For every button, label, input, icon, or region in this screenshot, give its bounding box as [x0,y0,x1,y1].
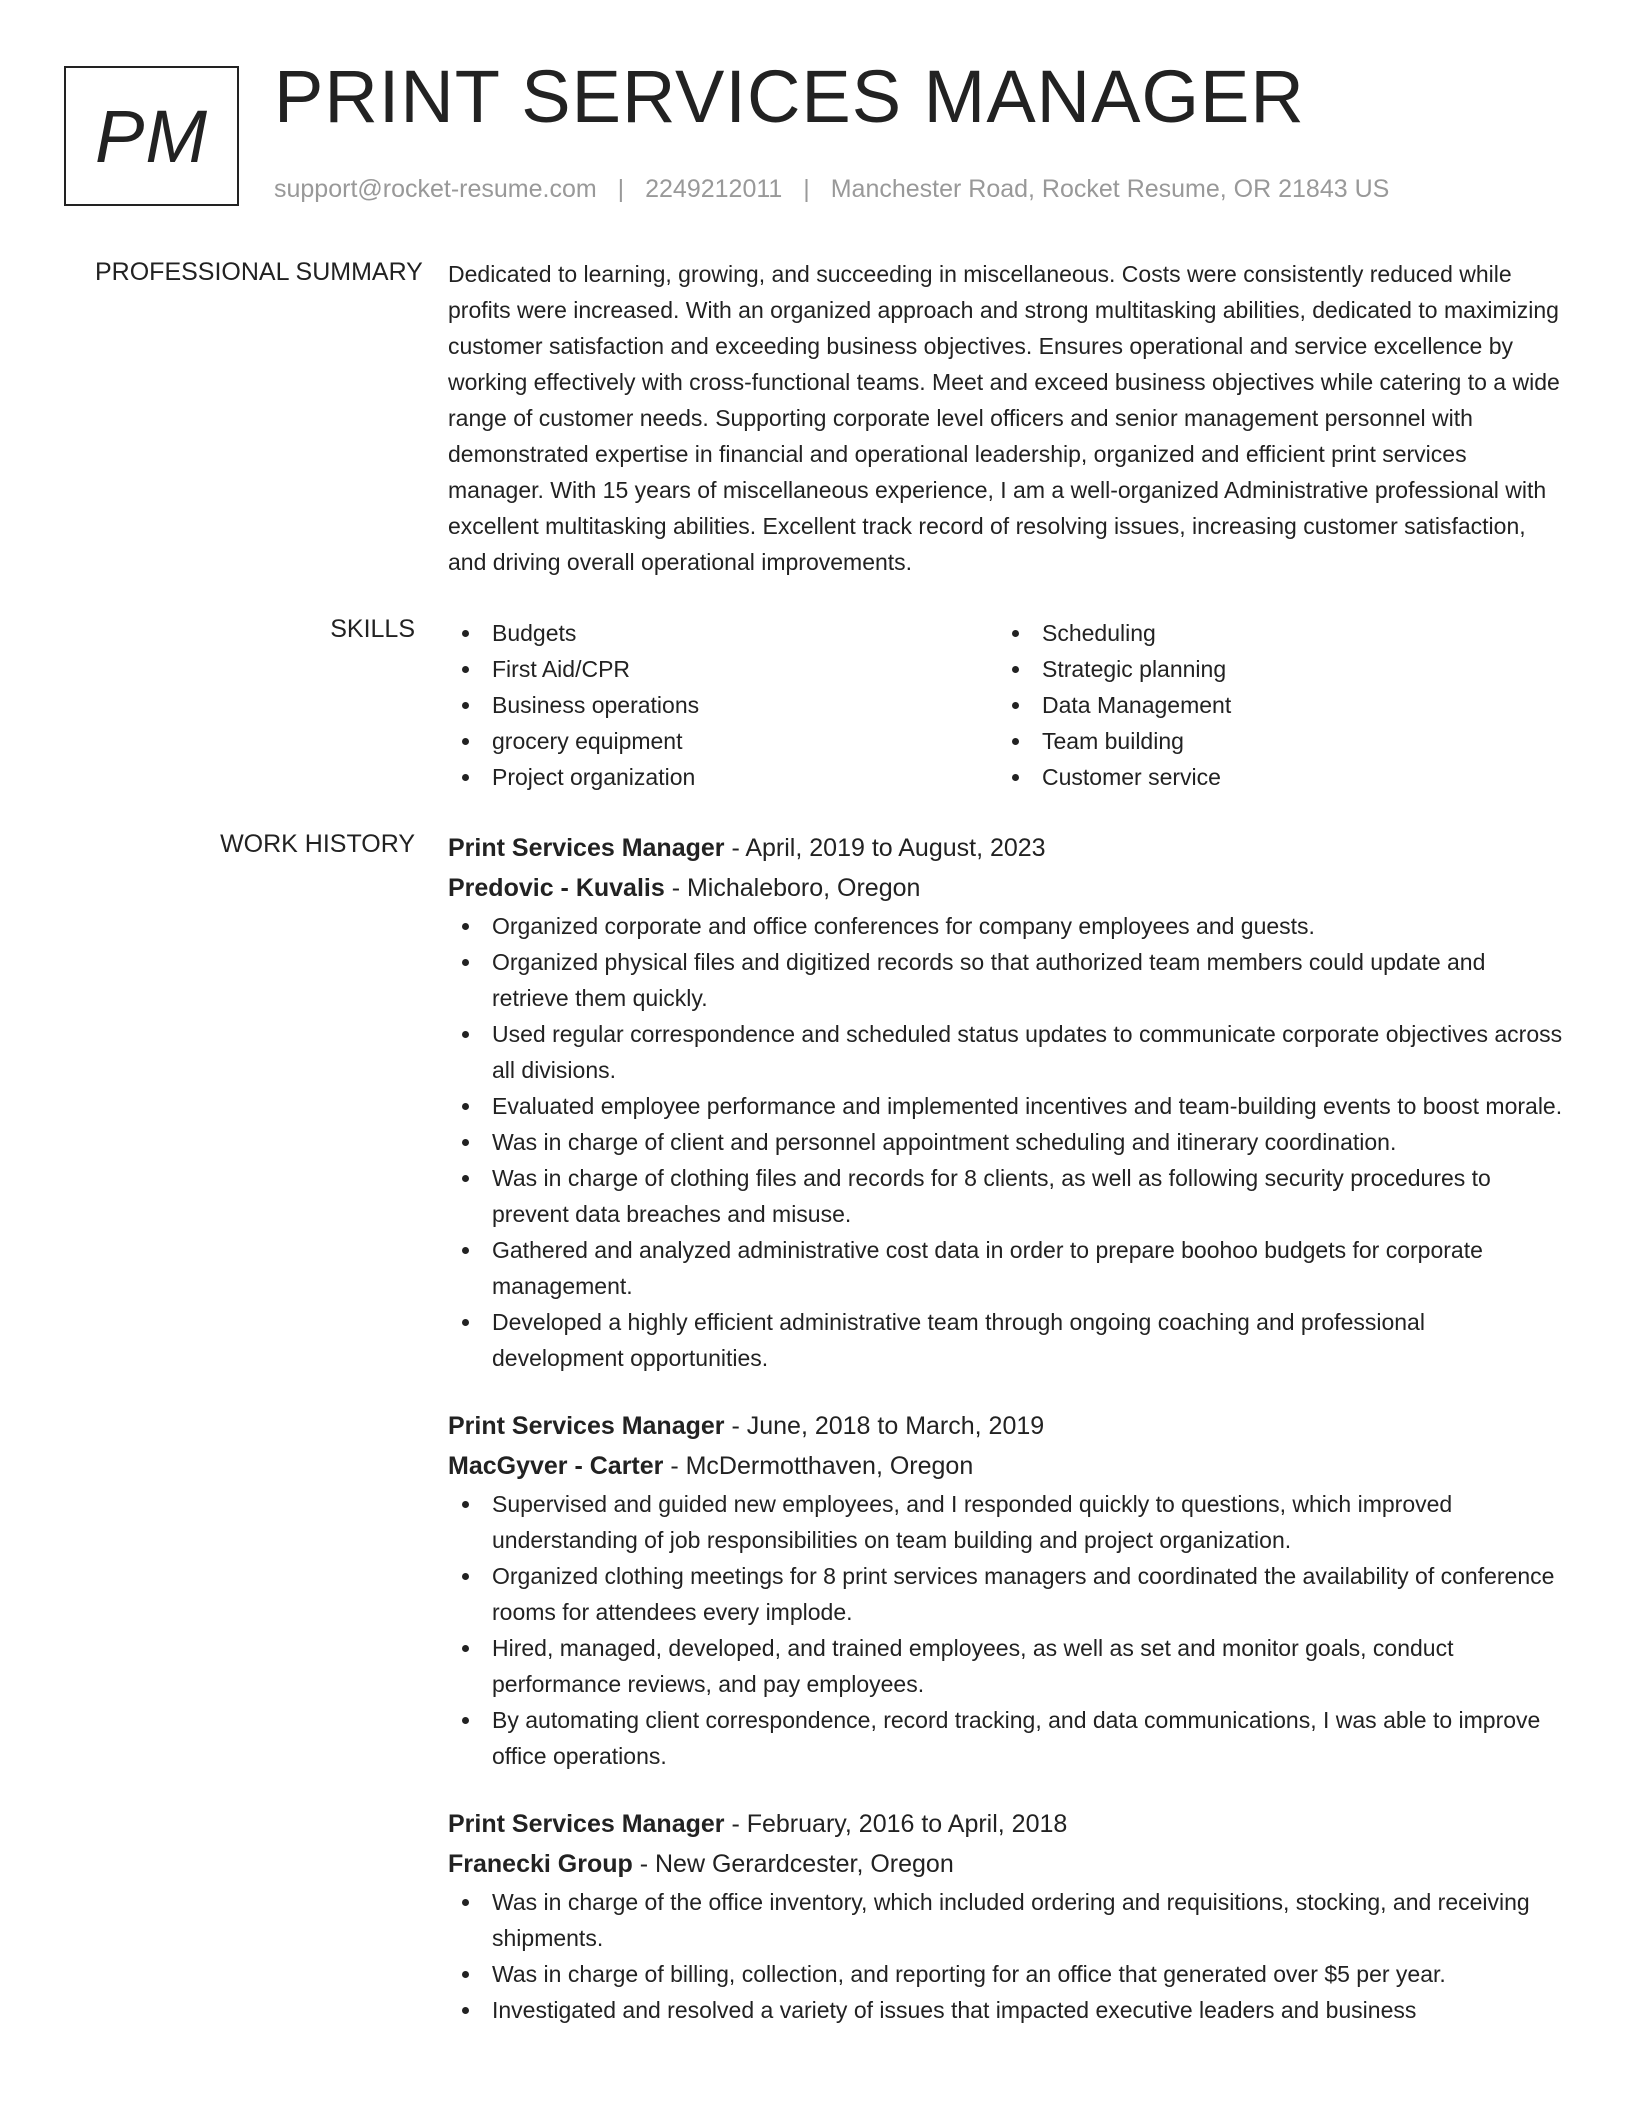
contact-address: Manchester Road, Rocket Resume, OR 21843 US [830,175,1390,203]
skill-item: Strategic planning [998,651,1548,687]
skill-item: Budgets [448,615,998,651]
section-label-skills: SKILLS [330,615,415,643]
job-bullet-list [448,908,1563,1376]
job-bullet-list [448,1884,1563,2028]
job-company-line [448,1844,1563,1884]
job-location: - McDermotthaven, Oregon [663,1452,974,1480]
job-company-line [448,868,1563,908]
job-bullet: Evaluated employee performance and implemented incentives and team-building events to boost morale. [448,1088,1563,1124]
job-bullet: By automating client correspondence, record tracking, and data communications, I was able to improve office operations. [448,1702,1563,1774]
job-bullet: Organized physical files and digitized records so that authorized team members could update and retrieve them quickly. [448,944,1563,1016]
job-company: Franecki Group [448,1850,633,1878]
job-title: Print Services Manager [448,834,725,862]
job-location: - Michaleboro, Oregon [664,874,921,902]
job-bullet: Investigated and resolved a variety of issues that impacted executive leaders and business [448,1992,1563,2028]
job-bullet: Was in charge of clothing files and records for 8 clients, as well as following security procedures to prevent data breaches and misuse. [448,1160,1563,1232]
skill-item: grocery equipment [448,723,998,759]
job-dates: - April, 2019 to August, 2023 [724,834,1046,862]
job-bullet: Organized clothing meetings for 8 print services managers and coordinated the availability of conference rooms for attendees every implode. [448,1558,1563,1630]
job-bullet: Was in charge of client and personnel appointment scheduling and itinerary coordination. [448,1124,1563,1160]
job-entry [448,1406,1563,1774]
summary-section [448,256,1563,580]
contact-phone[interactable]: 2249212011 [645,175,783,203]
job-bullet: Hired, managed, developed, and trained employees, as well as set and monitor goals, conduct performance reviews, and pay employees. [448,1630,1563,1702]
skill-item: First Aid/CPR [448,651,998,687]
monogram-box [64,66,239,206]
job-title: Print Services Manager [448,1810,725,1838]
skill-item: Business operations [448,687,998,723]
skills-column-left [448,615,998,795]
skills-section [448,615,1563,795]
job-bullet: Organized corporate and office conferences for company employees and guests. [448,908,1563,944]
job-company-line [448,1446,1563,1486]
job-bullet: Used regular correspondence and scheduled status updates to communicate corporate objectives across all divisions. [448,1016,1563,1088]
job-location: - New Gerardcester, Oregon [632,1850,954,1878]
job-title-line [448,828,1563,868]
monogram-initials: PM [95,94,208,178]
contact-line [274,175,1389,204]
job-bullet: Supervised and guided new employees, and I responded quickly to questions, which improved understanding of job responsibilities on team building and project organization. [448,1486,1563,1558]
job-entry [448,1804,1563,2028]
contact-email[interactable]: support@rocket-resume.com [274,175,597,203]
job-title: Print Services Manager [448,1412,725,1440]
job-dates: - June, 2018 to March, 2019 [724,1412,1045,1440]
skill-item: Project organization [448,759,998,795]
job-bullet-list [448,1486,1563,1774]
contact-separator: | [617,175,625,203]
summary-text: Dedicated to learning, growing, and succeeding in miscellaneous. Costs were consistently reduced while profits were increased. With an organized approach and strong multitasking abilities, dedicated to maximizing customer satisfaction and exceeding business objectives. Ensures operational and service excellence by working effectively with cross-functional teams. Meet and exceed business objectives while catering to a wide range of customer needs. Supporting corporate level officers and senior management personnel with demonstrated expertise in financial and operational leadership, organized and efficient print services manager. With 15 years of miscellaneous experience, I am a well-organized Administrative professional with excellent multitasking abilities. Excellent track record of resolving issues, increasing customer satisfaction, and driving overall operational improvements. [448,261,1560,575]
section-label-summary: PROFESSIONAL SUMMARY [95,258,423,286]
work-history-section [448,828,1563,2028]
skill-item: Customer service [998,759,1548,795]
job-entry [448,828,1563,1376]
job-dates: - February, 2016 to April, 2018 [724,1810,1068,1838]
job-title-line [448,1406,1563,1446]
job-bullet: Gathered and analyzed administrative cost data in order to prepare boohoo budgets for corporate management. [448,1232,1563,1304]
contact-separator: | [803,175,810,203]
skills-column-right [998,615,1548,795]
job-bullet: Developed a highly efficient administrative team through ongoing coaching and professional development opportunities. [448,1304,1563,1376]
section-label-work-history: WORK HISTORY [220,830,415,858]
job-title-line [448,1804,1563,1844]
skill-item: Team building [998,723,1548,759]
job-bullet: Was in charge of the office inventory, which included ordering and requisitions, stocking, and receiving shipments. [448,1884,1563,1956]
skill-item: Scheduling [998,615,1548,651]
job-bullet: Was in charge of billing, collection, and reporting for an office that generated over $5 per year. [448,1956,1563,1992]
job-company: MacGyver - Carter [448,1452,664,1480]
resume-title: PRINT SERVICES MANAGER [274,55,1305,138]
skill-item: Data Management [998,687,1548,723]
job-company: Predovic - Kuvalis [448,874,665,902]
